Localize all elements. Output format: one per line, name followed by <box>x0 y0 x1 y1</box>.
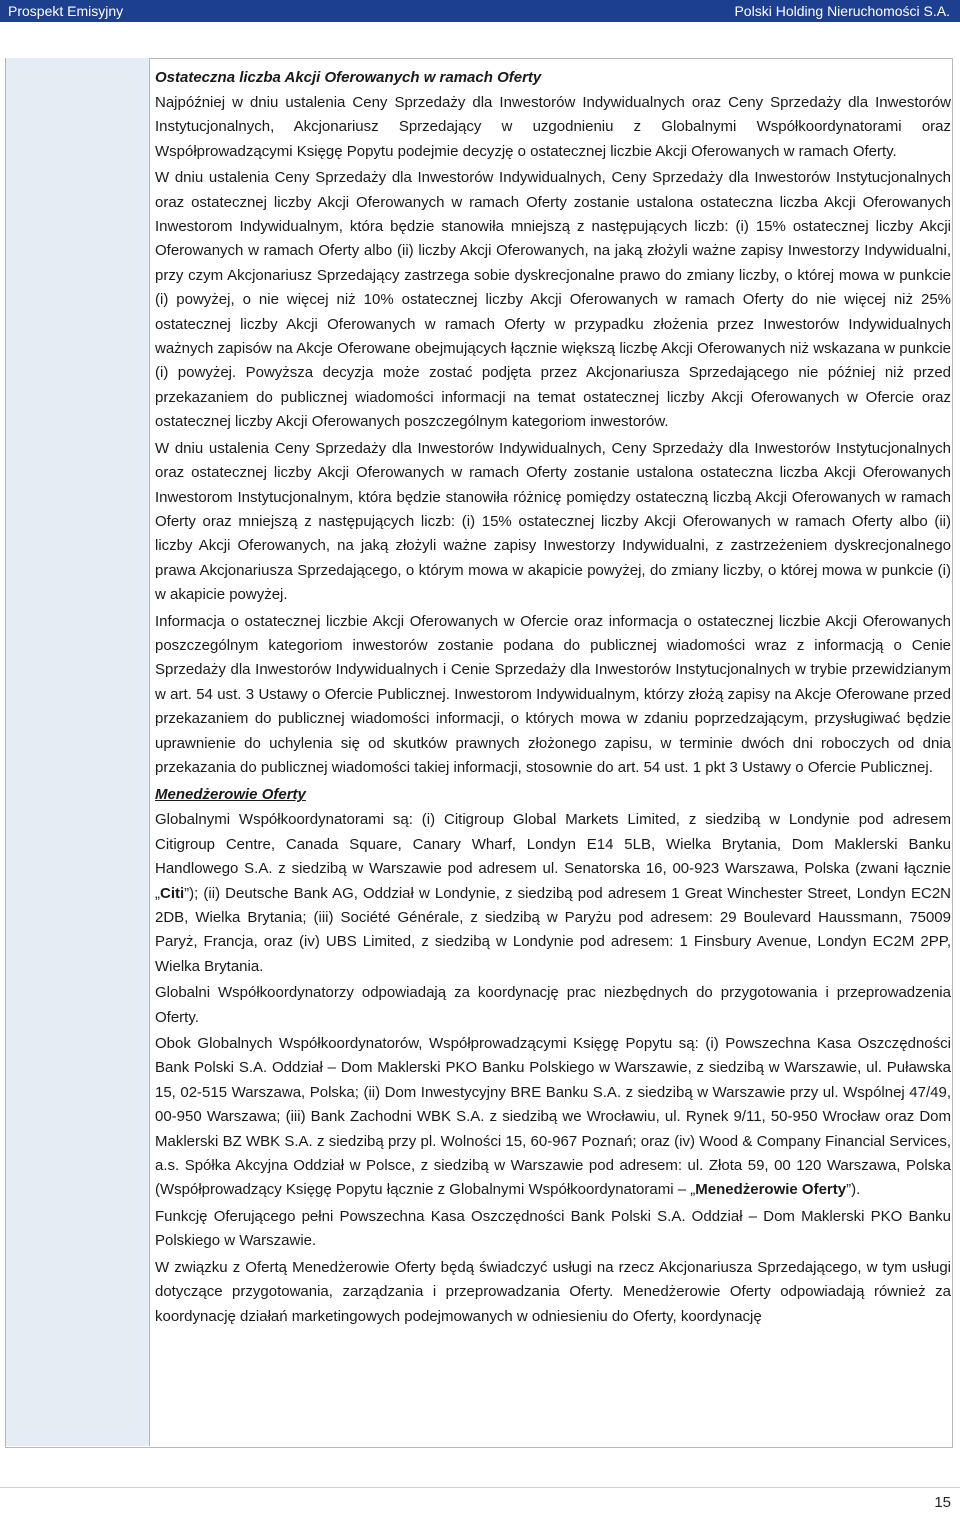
paragraph: Funkcję Oferującego pełni Powszechna Kasa Oszczędności Bank Polski S.A. Oddział – Dom Maklerski PKO Banku Polskiego w Warszawie. <box>155 1207 951 1250</box>
page-header <box>0 0 960 22</box>
page-number: 15 <box>934 1494 951 1511</box>
paragraph: Globalni Współkoordynatorzy odpowiadają za koordynację prac niezbędnych do przygotowania i przeprowadzenia Oferty. <box>155 984 951 1026</box>
text-run: Obok Globalnych Współkoordynatorów, Współprowadzącymi Księgę Popytu są: (i) Powszechna Kasa Oszczędności Bank Polski S.A. Oddział – Dom Maklerski PKO Banku Polskiego w Warszawie, z siedzibą w Warszawie, ul. Puławska 15, 02-515 Warszawa, Polska; (ii) Dom Inwestycyjny BRE Banku S.A. z siedzibą w Warszawie przy ul. Wspólnej 47/49, 00-950 Warszawa; (iii) Bank Zachodni WBK S.A. z siedzibą we Wrocławiu, ul. Rynek 9/11, 50-950 Wrocław oraz Dom Maklerski BZ WBK S.A. z siedzibą przy pl. Wolności 15, 60-967 Poznań; oraz (iv) Wood & Company Financial Services, a.s. Spółka Akcyjna Oddział w Polsce, z siedzibą w Warszawie pod adresem: ul. Złota 59, 00 120 Warszawa, Polska (Współprowadzący Księgę Popytu łącznie z Globalnymi Współkoordynatorami – „ <box>155 1035 951 1199</box>
defined-term: Citi <box>160 884 185 902</box>
text-run: Globalnymi Współkoordynatorami są: (i) Citigroup Global Markets Limited, z siedzibą w Londynie pod adresem Citigroup Centre, Canada Square, Canary Wharf, Londyn E14 5LB, Wielka Brytania, Dom Maklerski Banku Handlowego S.A. z siedzibą w Warszawie pod adresem ul. Senatorska 16, 00-923 Warszawa, Polska (zwani łącznie „ <box>155 811 951 902</box>
left-margin-column <box>6 58 150 1446</box>
main-content <box>155 65 951 1331</box>
header-document-title: Prospekt Emisyjny <box>8 3 124 19</box>
text-run: ”). <box>846 1181 861 1199</box>
paragraph <box>155 1032 951 1203</box>
header-company-name: Polski Holding Nieruchomości S.A. <box>734 3 950 19</box>
paragraph: Informacja o ostatecznej liczbie Akcji Oferowanych w Ofercie oraz informacja o ostatecznej liczbie Akcji Oferowanych poszczególnym kategoriom inwestorów zostanie podana do publicznej wiadomości wraz z informacją o Cenie Sprzedaży dla Inwestorów Indywidualnych i Cenie Sprzedaży dla Inwestorów Instytucjonalnych w trybie przewidzianym w art. 54 ust. 3 Ustawy o Ofercie Publicznej. Inwestorom Indywidualnym, którzy złożą zapisy na Akcje Oferowane przed przekazaniem do publicznej wiadomości informacji, o których mowa w zdaniu poprzedzającym, przysługiwać będzie uprawnienie do uchylenia się od skutków prawnych złożonego zapisu, w terminie dwóch dni roboczych od dnia przekazania do publicznej wiadomości takiej informacji, stosownie do art. 54 ust. 1 pkt 3 Ustawy o Ofercie Publicznej. <box>155 612 951 776</box>
section-title-final-number: Ostateczna liczba Akcji Oferowanych w ramach Oferty <box>155 69 542 86</box>
paragraph <box>155 808 951 979</box>
footer-divider <box>0 1487 960 1488</box>
defined-term: Menedżerowie Oferty <box>695 1181 847 1199</box>
paragraph: W związku z Ofertą Menedżerowie Oferty będą świadczyć usługi na rzecz Akcjonariusza Sprzedającego, w tym usługi dotyczące przygotowania, zarządzania i przeprowadzania Oferty. Menedżerowie Oferty odpowiadają również za koordynację działań marketingowych podejmowanych w odniesieniu do Oferty, koordynację <box>155 1258 951 1325</box>
text-run: ”); (ii) Deutsche Bank AG, Oddział w Londynie, z siedzibą pod adresem 1 Great Winchester Street, Londyn EC2N 2DB, Wielka Brytania; (iii) Société Générale, z siedzibą w Paryżu pod adresem: 29 Boulevard Haussmann, 75009 Paryż, Francja, oraz (iv) UBS Limited, z siedzibą w Londynie pod adresem: 1 Finsbury Avenue, Londyn EC2M 2PP, Wielka Brytania. <box>155 884 951 975</box>
paragraph: W dniu ustalenia Ceny Sprzedaży dla Inwestorów Indywidualnych, Ceny Sprzedaży dla Inwestorów Instytucjonalnych oraz ostatecznej liczby Akcji Oferowanych w ramach Oferty zostanie ustalona ostateczna liczba Akcji Oferowanych Inwestorom Indywidualnym, która będzie stanowiła mniejszą z następujących liczb: (i) 15% ostatecznej liczby Akcji Oferowanych w ramach Oferty albo (ii) liczby Akcji Oferowanych, na jaką złożyli ważne zapisy Inwestorzy Indywidualni, przy czym Akcjonariusz Sprzedający zastrzega sobie dyskrecjonalne prawo do zmiany liczby, o której mowa w punkcie (i) powyżej, o nie więcej niż 10% ostatecznej liczby Akcji Oferowanych w ramach Oferty do nie więcej niż 25% ostatecznej liczby Akcji Oferowanych w ramach Oferty w przypadku złożenia przez Inwestorów Indywidualnych ważnych zapisów na Akcje Oferowane obejmujących łącznie większą liczbę Akcji Oferowanych niż wskazana w punkcie (i) powyżej. Powyższa decyzja może zostać podjęta przez Akcjonariusza Sprzedającego nie później niż przed przekazaniem do publicznej wiadomości informacji na temat ostatecznej liczby Akcji Oferowanych w Ofercie oraz ostatecznej liczby Akcji Oferowanych poszczególnym kategoriom inwestorów. <box>155 169 951 431</box>
section-title-offer-managers: Menedżerowie Oferty <box>155 786 306 804</box>
paragraph: Najpóźniej w dniu ustalenia Ceny Sprzedaży dla Inwestorów Indywidualnych oraz Ceny Sprzedaży dla Inwestorów Instytucjonalnych, Akcjonariusz Sprzedający w uzgodnieniu z Globalnymi Współkoordynatorami oraz Współprowadzącymi Księgę Popytu podejmie decyzję o ostatecznej liczbie Akcji Oferowanych w ramach Oferty. <box>155 94 951 160</box>
paragraph: W dniu ustalenia Ceny Sprzedaży dla Inwestorów Indywidualnych, Ceny Sprzedaży dla Inwestorów Instytucjonalnych oraz ostatecznej liczby Akcji Oferowanych w ramach Oferty zostanie ustalona ostateczna liczba Akcji Oferowanych Inwestorom Instytucjonalnym, która będzie stanowiła różnicę pomiędzy ostateczną liczbą Akcji Oferowanych w ramach Oferty oraz mniejszą z następujących liczb: (i) 15% ostatecznej liczby Akcji Oferowanych w ramach Oferty albo (ii) liczby Akcji Oferowanych, na jaką złożyli ważne zapisy Inwestorzy Indywidualni, z zastrzeżeniem dyskrecjonalnego prawa Akcjonariusza Sprzedającego, o którym mowa w akapicie powyżej, do zmiany liczby, o której mowa w punkcie (i) w akapicie powyżej. <box>155 439 951 604</box>
